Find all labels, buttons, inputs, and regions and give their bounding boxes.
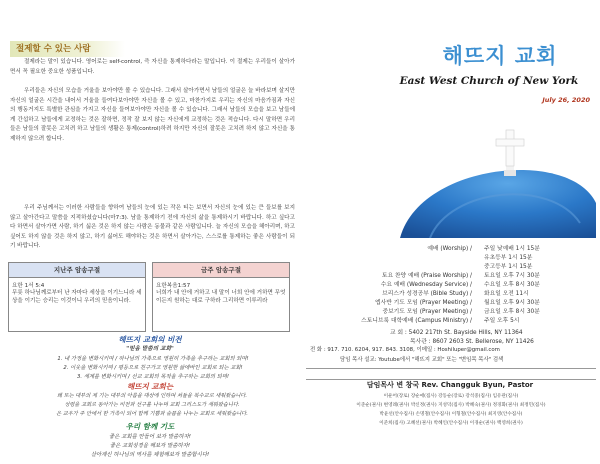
pastor-divider [306,368,596,380]
devotion-paragraph-2: 우리들은 자신의 모습을 거울을 보아야만 볼 수 있습니다. 그래서 살아가면서 남들의 얼굴은 늘 바라보며 살지만 자신의 얼굴은 시간을 내어서 거울을 들여다보아야만 자신을 볼 수 있고, 마찬가지로 우리는 자신의 마음가짐과 자신의 행동거지도 특별한 관심을 가지고 자신을 들여보아야만 자신을 볼 수 있습니다. 그래서 남들의 모습을 보고 남들에게 간섭하고 남들에게 교정하는 것은 잘하면, 정작 잘 보지 않는 자신에게 교정하는 것은 적습니다. 다시 말하면 우리들은 남들의 잘못은 고치려 하고 남들의 생활은 통제(control)하려 하지만 자신의 잘못은 고치려 하지 않고 자신을 통제하지 않으려 합니다. [10,88,295,142]
devotion-title: 절제할 수 있는 사람 [10,41,125,57]
schedule-time: 유초등부 1시 15분 [484,255,533,261]
schedule-time: 주일 낮예배 1시 15분 [484,246,540,252]
last-week-verse-reference: 요한 1서 5:4 [12,283,45,289]
this-week-verse-box [152,262,290,332]
church-statement-line: 성령을 교회로 동아가는 비전과 선구를 나누며 교회 그리스도가 새워왔습니다. [64,402,240,408]
prayer-title: 우리 함께 기도 [125,422,175,431]
church-name-korean: 해뜨지 교회 [442,44,558,68]
church-dome-image [400,108,596,238]
schedule-name: 수요 예배 (Wednesday Service) / [380,282,472,288]
schedule-name: 토요 찬양 예배 (Praise Worship) / [381,273,472,279]
vision-line: 2. 이웃을 변화시키며 / 평등으로 친구가고 영원한 삶에바인 교회로 되는 교회! [63,365,243,371]
prayer-line: 살아계신 하나님의 역사를 체험해보자 말씀합시다! [90,452,210,458]
schedule-time: 토요일 오후 7시 30분 [484,273,540,279]
vision-title: 해뜨지 교회의 비전 [118,335,182,344]
schedule-name: 브리스가 성경공부 (Bible Study) / [382,291,472,297]
staff-line: 이운어(장로) 장순애(집사) 강동순(장로) 강석중(집사) 임유관(집사) [383,394,519,399]
church-statement-line: 왜 또는 대부의 제 기는 대부의 아름을 대상에 인하며 처들을 복수교로 새워왔습니다. [56,393,248,399]
this-week-verse-title: 금주 암송구절 [153,263,289,278]
schedule-time: 화요일 오전 11시 [484,291,529,297]
staff-line: 이준희(집사) 고혜선(권사) 박혜인(안수집사) 이경순(권사) 백영희(권사) [379,421,523,426]
last-week-verse-text: 무릇 하나님께로부터 난 자마다 세상을 이기느니라 세상을 이기는 승리는 이것이니 우리의 믿음이니라. [12,290,142,304]
vision-motto: "믿음 말씀의 교회" [126,346,174,352]
this-week-verse-text: 너희가 내 안에 거하고 내 말이 너희 안에 거하면 무엇이든지 원하는 대로 구하라 그리하면 이루리라 [156,290,286,304]
right-page [300,0,600,464]
prayer-line: 좋은 교회를 만들어 보자 말씀하자! [109,434,191,440]
vision-line: 1. 내 가정을 변화시키며 / 하나님의 가족으로 영원히 가족을 추구하는 교회의 되며! [57,356,249,362]
last-week-verse-box [8,262,146,332]
schedule-name: 스토니브룩 대학예배 (Campus Ministry) / [361,318,472,324]
devotion-paragraph-1: 절제라는 말이 있습니다. 영어로는 self-control, 즉 자신을 통제하다라는 말입니다. 이 절제는 우리들이 살아가면서 꼭 필요한 중요한 성품입니다. [10,59,295,75]
dome-cross-illustration [400,108,596,238]
schedule-name: 엡사반 기도 모임 (Prayer Meeting) / [375,300,472,306]
bulletin-date: July 26, 2020 [542,96,590,104]
staff-line: 이준순(권사) 변영례(권사) 박신정(권사) 지성덕(집사) 박혜숙(권사) 정경화(권사) 최정민(집사) [356,403,546,408]
youtube-sermon-info: 담임 목사 설교: Youtube에서 "해뜨지 교회" 또는 "변임목 목사" 검색 [340,357,504,363]
schedule-time: 금요일 오후 8시 30분 [484,309,540,315]
senior-pastor: 담임목사 변 창국 Rev. Changguk Byun, Pastor [366,381,534,389]
schedule-name: 예배 (Worship) / [427,246,472,252]
schedule-time: 수요일 오후 8시 30분 [484,282,540,288]
this-week-verse-reference: 요한복음1:57 [156,283,191,289]
last-week-verse-title: 지난주 암송구절 [9,263,145,278]
schedule-time: 중고등부 1시 15분 [484,264,533,270]
schedule-time: 월요일 오후 9시 30분 [484,300,540,306]
vision-line: 3. 세계를 변화시키며 / 선교 교회의 목적을 추구하는 교회의 되며! [76,374,230,380]
contact-phone-email: 전 화 : 917. 710. 6204, 917. 843. 3108, 이메일 : Hoshiluper@gmail.com [310,347,500,353]
pastor-residence-address: 목사관 : 8607 2603 St. Bellerose, NY 11426 [410,339,534,345]
devotion-paragraph-3: 우리 주님께서는 이러한 사람들을 향하여 남들의 눈에 있는 작은 티는 보면서 자신의 눈에 있는 큰 들보를 보지 않고 살아간다고 말씀을 지적하셨습니다(마7:3). 남을 통제하기 전에 자신의 삶을 통제하시기 바랍니다. 하고 싶다고 다 하면서 살아가면 사람, 하기 싫은 것은 하지 않는 사람은 동물과 같은 사람입니다. 늘 자신의 모습을 헤아리며, 하고 싶어도 하지 않을 것은 하지 않고, 하기 싫어도 해야하는 것은 하면서 살아가는, 스스로를 통제하는 좋은 사람들이 되기 바랍니다. [10,205,295,250]
schedule-time: 주일 오후 5시 [484,318,520,324]
church-name-english: East West Church of New York [399,75,579,87]
prayer-line: 좋은 교회성경을 해보자 말씀하자! [109,443,191,449]
church-statement-line: 온 교우가 주 안에서 한 가족이 되어 함께 기쁨과 슬픔을 나누는 교회로 새워왔습니다. [56,411,248,417]
church-address: 교 회 : 5402 217th St. Bayside Hills, NY 11364 [390,330,523,336]
church-statement-title: 해뜨지 교회는 [126,382,174,391]
schedule-name: 중보기도 모임 (Prayer Meeting) / [382,309,472,315]
staff-line: 박윤선(안수집사) 손명철(안수집사) 이형철(안수집사) 최지영(안수집사) [379,412,523,417]
